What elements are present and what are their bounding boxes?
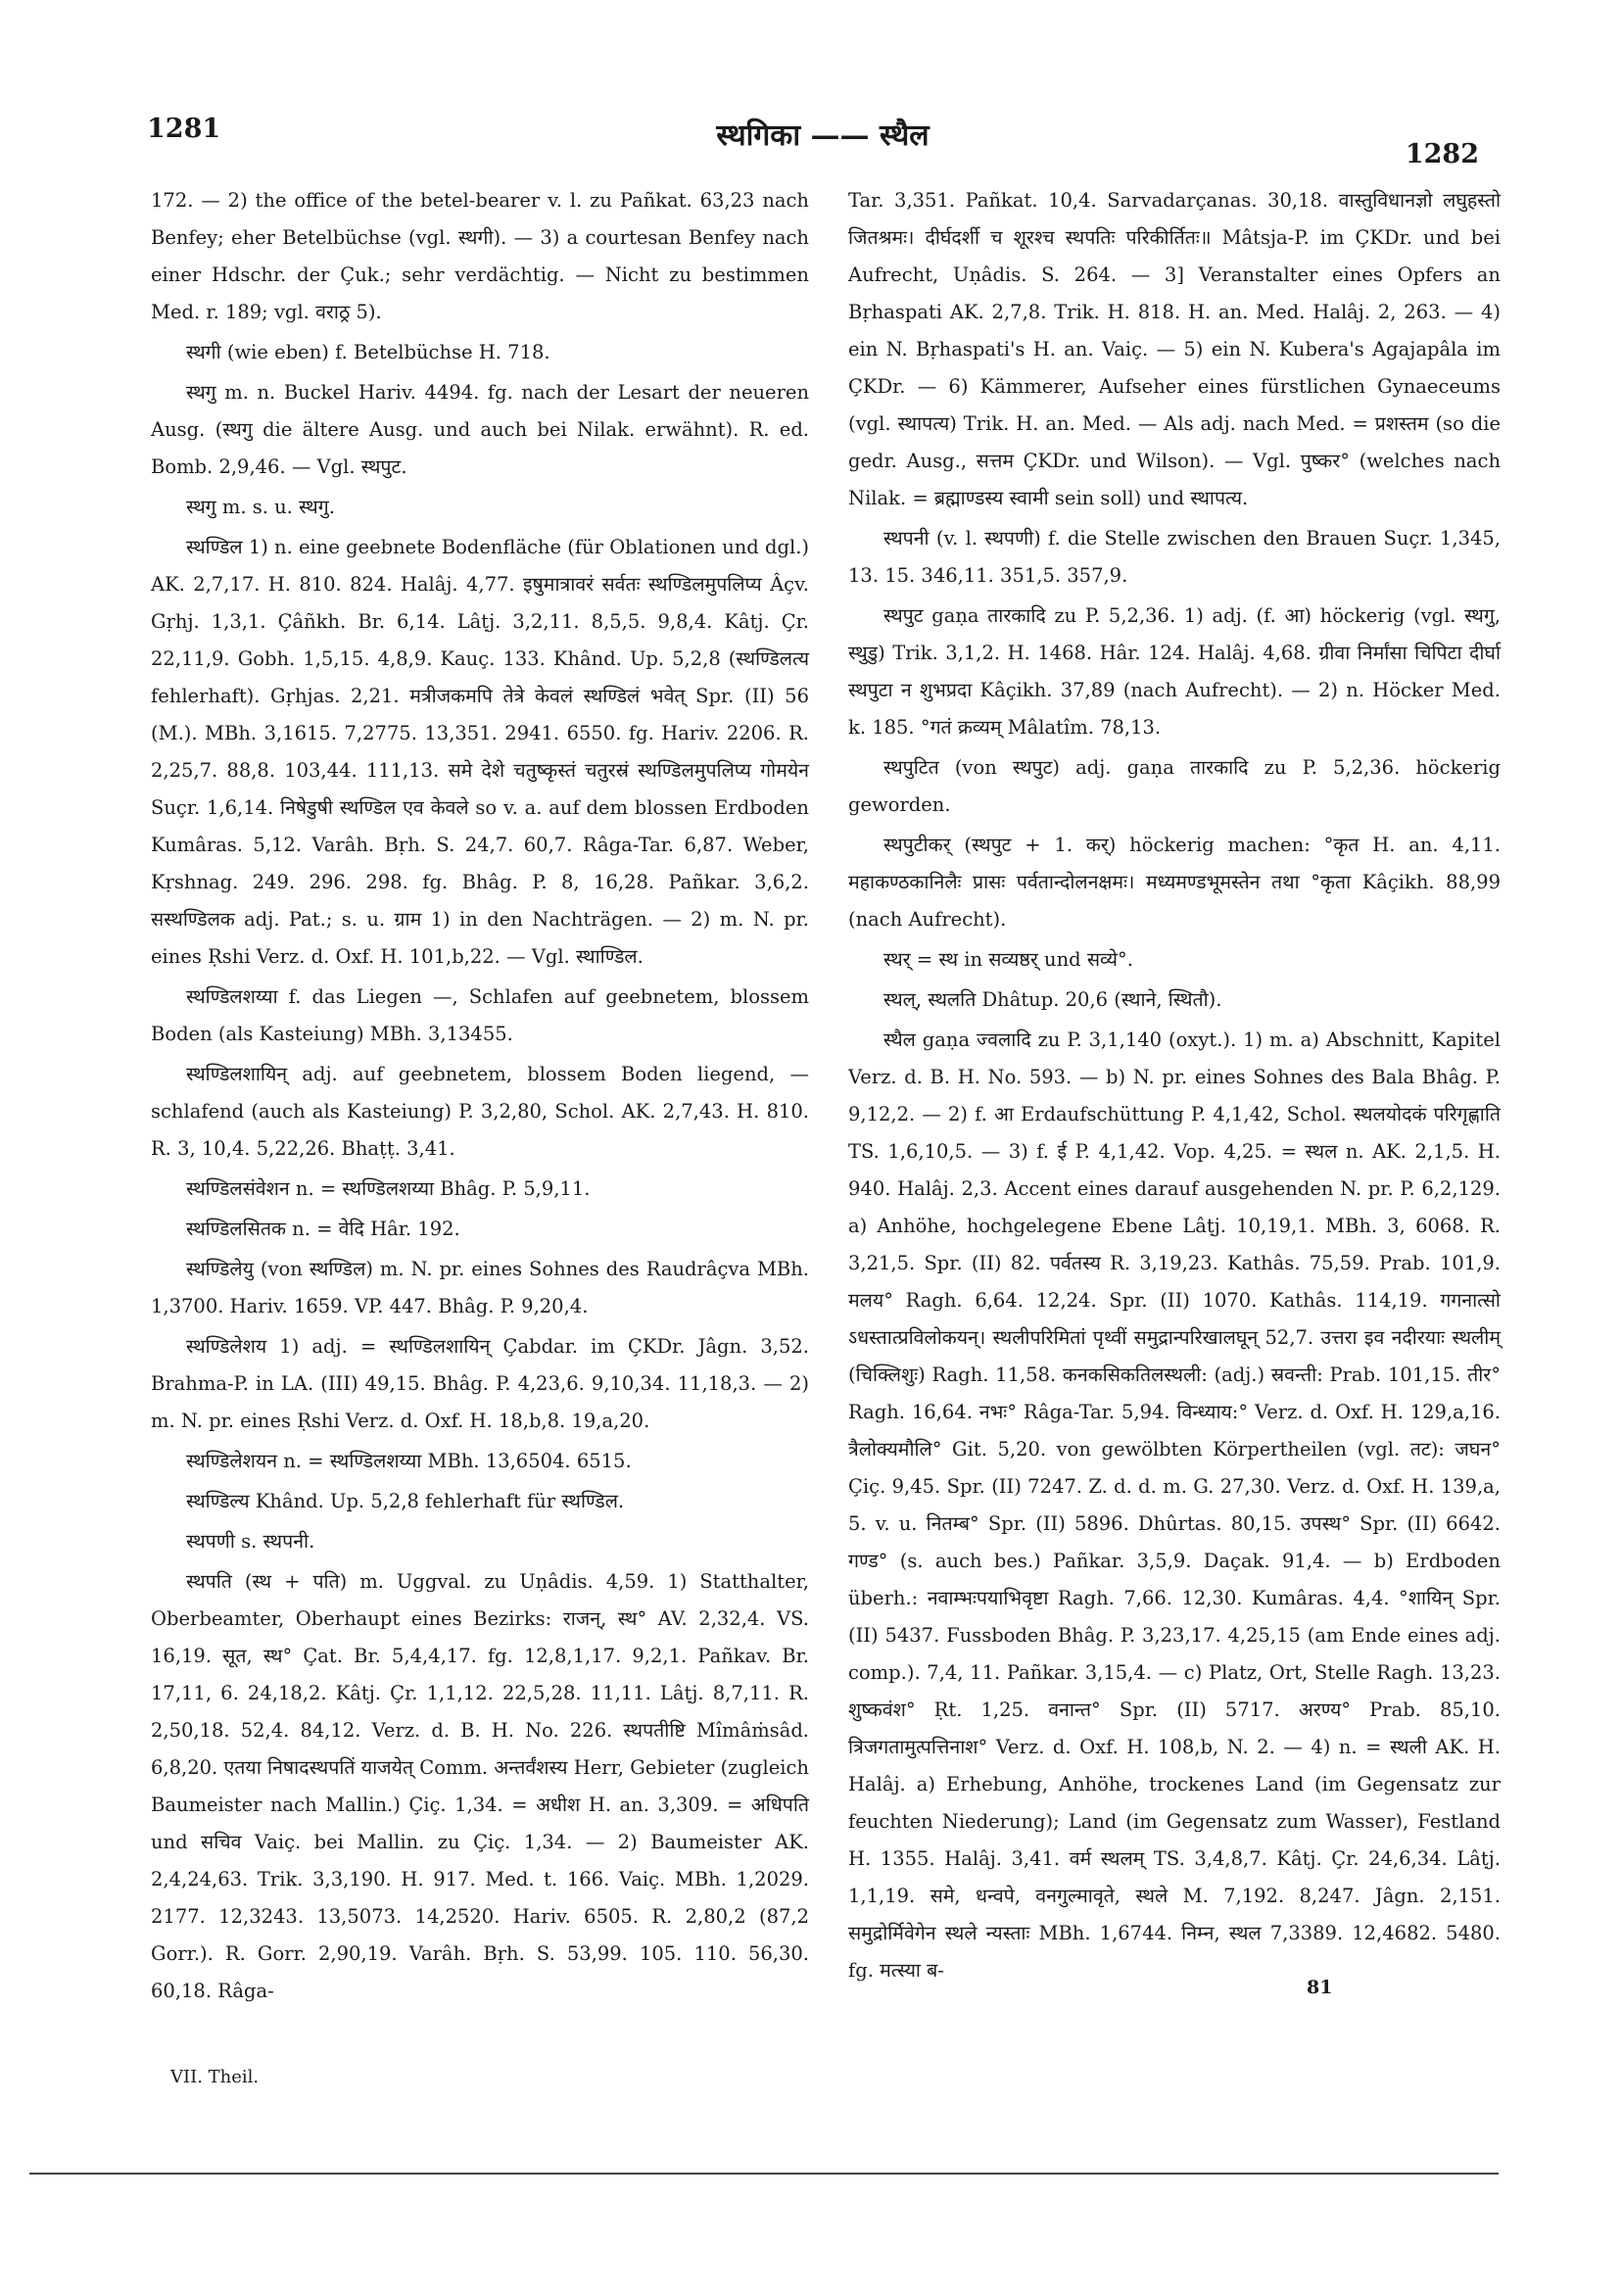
left-column-entry: स्थण्डिलेशय 1) adj. = स्थण्डिलशायिन् Çabdar. im ÇKDr. Jâgn. 3,52. Brahma-P. in LA. (III) 49,15. Bhâg. P. 4,23,6. 9,10,34. 11,18,3. — 2) m. N. pr. eines Ṛshi Verz. d. Oxf. H. 18,b,8. 19,a,20. (151, 1335, 809, 1432)
left-column-entry: स्थगु m. s. u. स्थगु. (186, 496, 335, 518)
right-column-entry: स्थपुटीकर् (स्थपुट + 1. कर्) höckerig machen: °कृत H. an. 4,11. महाकण्ठकानिलैः प्रासः पर्वतान्दोलनक्षमः। मध्यमण्डभूमस्तेन तथा °कृता Kâçikh. 88,99 (nach Aufrecht). (848, 834, 1501, 931)
right-column-entry: स्थपुट gaṇa तारकादि zu P. 5,2,36. 1) adj. (f. आ) höckerig (vgl. स्थगु, स्थुडु) Trik. 3,1,2. H. 1468. Hâr. 124. Halâj. 4,68. ग्रीवा निर्मांसा चिपिटा दीर्घा स्थपुटा न शुभप्रदा Kâçikh. 37,89 (nach Aufrecht). — 2) n. Höcker Med. k. 185. °गतं क्रव्यम् Mâlatîm. 78,13. (848, 604, 1501, 739)
right-column-entry: स्थपुटित (von स्थपुट) adj. gaṇa तारकादि zu P. 5,2,36. höckerig geworden. (848, 756, 1501, 816)
right-column-entry: Tar. 3,351. Pañkat. 10,4. Sarvadarçanas. 30,18. वास्तुविधानज्ञो लघुहस्तो जितश्रमः। दीर्घदर्शी च शूरश्च स्थपतिः परिकीर्तितः॥ Mâtsja-P. im ÇKDr. und bei Aufrecht, Uṇâdis. S. 264. — 3] Veranstalter eines Opfers an Bṛhaspati AK. 2,7,8. Trik. H. 818. H. an. Med. Halâj. 2, 263. — 4) ein N. Bṛhaspati's H. an. Vaiç. — 5) ein N. Kubera's Agajapâla im ÇKDr. — 6) Kämmerer, Aufseher eines fürstlichen Gynaeceums (vgl. स्थापत्य) Trik. H. an. Med. — Als adj. nach Med. = प्रशस्तम (so die gedr. Ausg., सत्तम ÇKDr. und Wilson). — Vgl. पुष्कर° (welches nach Nilak. = ब्रह्माण्डस्य स्वामी sein soll) und स्थापत्य. (848, 189, 1501, 509)
right-column (848, 182, 1501, 1982)
left-column-entry: स्थण्डिलेयु (von स्थण्डिल) m. N. pr. eines Sohnes des Raudrâçva MBh. 1,3700. Hariv. 1659. VP. 447. Bhâg. P. 9,20,4. (151, 1258, 809, 1317)
right-column-entry: स्थर् = स्थ in सव्यष्ठर् und सव्ये°. (883, 948, 1133, 971)
right-column-entry: स्थैल gaṇa ज्वलादि zu P. 3,1,140 (oxyt.). 1) m. a) Abschnitt, Kapitel Verz. d. B. H. No. 593. — b) N. pr. eines Sohnes des Bala Bhâg. P. 9,12,2. — 2) f. आ Erdaufschüttung P. 4,1,42, Schol. स्थलयोदकं परिगृह्णाति TS. 1,6,10,5. — 3) f. ई P. 4,1,42. Vop. 4,25. = स्थल n. AK. 2,1,5. H. 940. Halâj. 2,3. Accent eines darauf ausgehenden N. pr. P. 6,2,129. a) Anhöhe, hochgelegene Ebene Lâṭj. 10,19,1. MBh. 3, 6068. R. 3,21,5. Spr. (II) 82. पर्वतस्य R. 3,19,23. Kathâs. 75,59. Prab. 101,9. मलय° Ragh. 6,64. 12,24. Spr. (II) 1070. Kathâs. 114,19. गगनात्सो ऽधस्तात्प्रविलोकयन्। स्थलीपरिमितां पृथ्वीं समुद्रान्परिखालघून् 52,7. उत्तरा इव नदीरयाः स्थलीम् (चिक्लिशुः) Ragh. 11,58. कनकसिकतिलस्थली: (adj.) स्रवन्ती: Prab. 101,15. तीर° Ragh. 16,64. नभः° Râga-Tar. 5,94. विन्ध्याय:° Verz. d. Oxf. H. 129,a,16. त्रैलोक्यमौलि° Git. 5,20. von gewölbten Körpertheilen (vgl. तट): जघन° Çiç. 9,45. Spr. (II) 7247. Z. d. d. m. G. 27,30. Verz. d. Oxf. H. 139,a, 5. v. u. नितम्ब° Spr. (II) 5896. Dhûrtas. 80,15. उपस्थ° Spr. (II) 6642. गण्ड° (s. auch bes.) Pañkar. 3,5,9. Daçak. 91,4. — b) Erdboden überh.: नवाम्भःपयाभिवृष्टा Ragh. 7,66. 12,30. Kumâras. 4,4. °शायिन् Spr. (II) 5437. Fussboden Bhâg. P. 3,23,17. 4,25,15 (am Ende eines adj. comp.). 7,4, 11. Pañkar. 3,15,4. — c) Platz, Ort, Stelle Ragh. 13,23. शुष्कवंश° Ṛt. 1,25. वनान्त° Spr. (II) 5717. अरण्य° Prab. 85,10. त्रिजगतामुत्पत्तिनाश° Verz. d. Oxf. H. 108,b, N. 2. — 4) n. = स्थली AK. H. Halâj. a) Erhebung, Anhöhe, trockenes Land (im Gegensatz zur feuchten Niederung); Land (im Gegensatz zum Wasser), Festland H. 1355. Halâj. 3,41. वर्म स्थलम् TS. 3,4,8,7. Kâtj. Çr. 24,6,34. Lâṭj. 1,1,19. समे, धन्वपे, वनगुल्मावृते, स्थले M. 7,192. 8,247. Jâgn. 2,151. समुद्रोर्मिवेगेन स्थले न्यस्ताः MBh. 1,6744. निम्न, स्थल 7,3389. 12,4682. 5480. fg. मत्स्या ब- (848, 1028, 1501, 1982)
bottom-rule (29, 2173, 1499, 2175)
left-column-entry: स्थण्डिलसितक n. = वेदि Hâr. 192. (186, 1218, 460, 1240)
left-column-entry: स्थपणी s. स्थपनी. (186, 1530, 315, 1553)
page-header (147, 110, 1479, 168)
left-column (151, 182, 809, 2102)
running-head: स्थगिका —— स्थैल (716, 119, 930, 153)
left-column-entry: स्थगी (wie eben) f. Betelbüchse H. 718. (186, 341, 550, 363)
volume-label: VII. Theil. (170, 2067, 260, 2087)
left-column-entry: स्थण्डिलशायिन् adj. auf geebnetem, blossem Boden liegend, — schlafend (auch als Kasteiung) P. 3,2,80, Schol. AK. 2,7,43. H. 810. R. 3, 10,4. 5,22,26. Bhaṭṭ. 3,41. (151, 1063, 809, 1160)
right-column-entry: स्थपनी (v. l. स्थपणी) f. die Stelle zwischen den Brauen Suçr. 1,345, 13. 15. 346,11. 351,5. 357,9. (848, 527, 1501, 587)
left-column-entry: स्थण्डिल्य Khând. Up. 5,2,8 fehlerhaft für स्थण्डिल. (186, 1490, 625, 1512)
left-column-entry: स्थण्डिल 1) n. eine geebnete Bodenfläche (für Oblationen und dgl.) AK. 2,7,17. H. 810. 824. Halâj. 4,77. इषुमात्रावरं सर्वतः स्थण्डिलमुपलिप्य Âçv. Gṛhj. 1,3,1. Çâñkh. Br. 6,14. Lâṭj. 3,2,11. 8,5,5. 9,8,4. Kâtj. Çr. 22,11,9. Gobh. 1,5,15. 4,8,9. Kauç. 133. Khând. Up. 5,2,8 (स्थण्डिलत्य fehlerhaft). Gṛhjas. 2,21. मत्रीजकमपि तेत्रे केवलं स्थण्डिलं भवेत् Spr. (II) 56 (M.). MBh. 3,1615. 7,2775. 13,351. 2941. 6550. fg. Hariv. 2206. R. 2,25,7. 88,8. 103,44. 111,13. समे देशे चतुष्कृस्तं चतुरस्रं स्थण्डिलमुपलिप्य गोमयेन Suçr. 1,6,14. निषेडुषी स्थण्डिल एव केवले so v. a. auf dem blossen Erdboden Kumâras. 5,12. Varâh. Bṛh. S. 24,7. 60,7. Râga-Tar. 6,87. Weber, Kṛshnag. 249. 296. 298. fg. Bhâg. P. 8, 16,28. Pañkar. 3,6,2. सस्थण्डिलक adj. Pat.; s. u. ग्राम 1) in den Nachträgen. — 2) m. N. pr. eines Ṛshi Verz. d. Oxf. H. 101,b,22. — Vgl. स्थाण्डिल. (151, 536, 809, 968)
left-column-entry: स्थण्डिलशय्या f. das Liegen —, Schlafen auf geebnetem, blossem Boden (als Kasteiung) MBh. 3,13455. (151, 985, 809, 1045)
left-column-entry: 172. — 2) the office of the betel-bearer v. l. zu Pañkat. 63,23 nach Benfey; eher Betelbüchse (vgl. स्थगी). — 3) a courtesan Benfey nach einer Hdschr. der Çuk.; sehr verdächtig. — Nicht zu bestimmen Med. r. 189; vgl. वराठ्र 5). (151, 189, 809, 323)
signature-mark: 81 (1307, 1977, 1333, 1998)
left-column-entry: स्थपति (स्थ + पति) m. Uggval. zu Uṇâdis. 4,59. 1) Statthalter, Oberbeamter, Oberhaupt eines Bezirks: राजन्, स्थ° AV. 2,32,4. VS. 16,19. सूत, स्थ° Çat. Br. 5,4,4,17. fg. 12,8,1,17. 9,2,1. Pañkav. Br. 17,11, 6. 24,18,2. Kâtj. Çr. 1,1,12. 22,5,28. 11,11. Lâṭj. 8,7,11. R. 2,50,18. 52,4. 84,12. Verz. d. B. H. No. 226. स्थपतीष्टि Mîmâṁsâd. 6,8,20. एतया निषादस्थपतिं याजयेत् Comm. अन्तर्वंशस्य Herr, Gebieter (zugleich Baumeister nach Mallin.) Çiç. 1,34. = अधीश H. an. 3,309. = अधिपति und सचिव Vaiç. bei Mallin. zu Çiç. 1,34. — 2) Baumeister AK. 2,4,24,63. Trik. 3,3,190. H. 917. Med. t. 166. Vaiç. MBh. 1,2029. 2177. 12,3243. 13,5073. 14,2520. Hariv. 6505. R. 2,80,2 (87,2 Gorr.). R. Gorr. 2,90,19. Varâh. Bṛh. S. 53,99. 105. 110. 56,30. 60,18. Râga- (151, 1570, 809, 2002)
left-column-entry: स्थण्डिलसंवेशन n. = स्थण्डिलशय्या Bhâg. P. 5,9,11. (186, 1177, 591, 1200)
page-number-left: 1281 (147, 114, 221, 144)
left-column-entry: स्थगु m. n. Buckel Hariv. 4494. fg. nach der Lesart der neueren Ausg. (स्थगु die ältere Ausg. und auch bei Nilak. erwähnt). R. ed. Bomb. 2,9,46. — Vgl. स्थपुट. (151, 381, 809, 478)
left-column-entry: स्थण्डिलेशयन n. = स्थण्डिलशय्या MBh. 13,6504. 6515. (186, 1450, 632, 1472)
right-column-entry: स्थल्, स्थलति Dhâtup. 20,6 (स्थाने, स्थितौ). (883, 988, 1222, 1011)
page-number-right: 1282 (1405, 139, 1479, 169)
